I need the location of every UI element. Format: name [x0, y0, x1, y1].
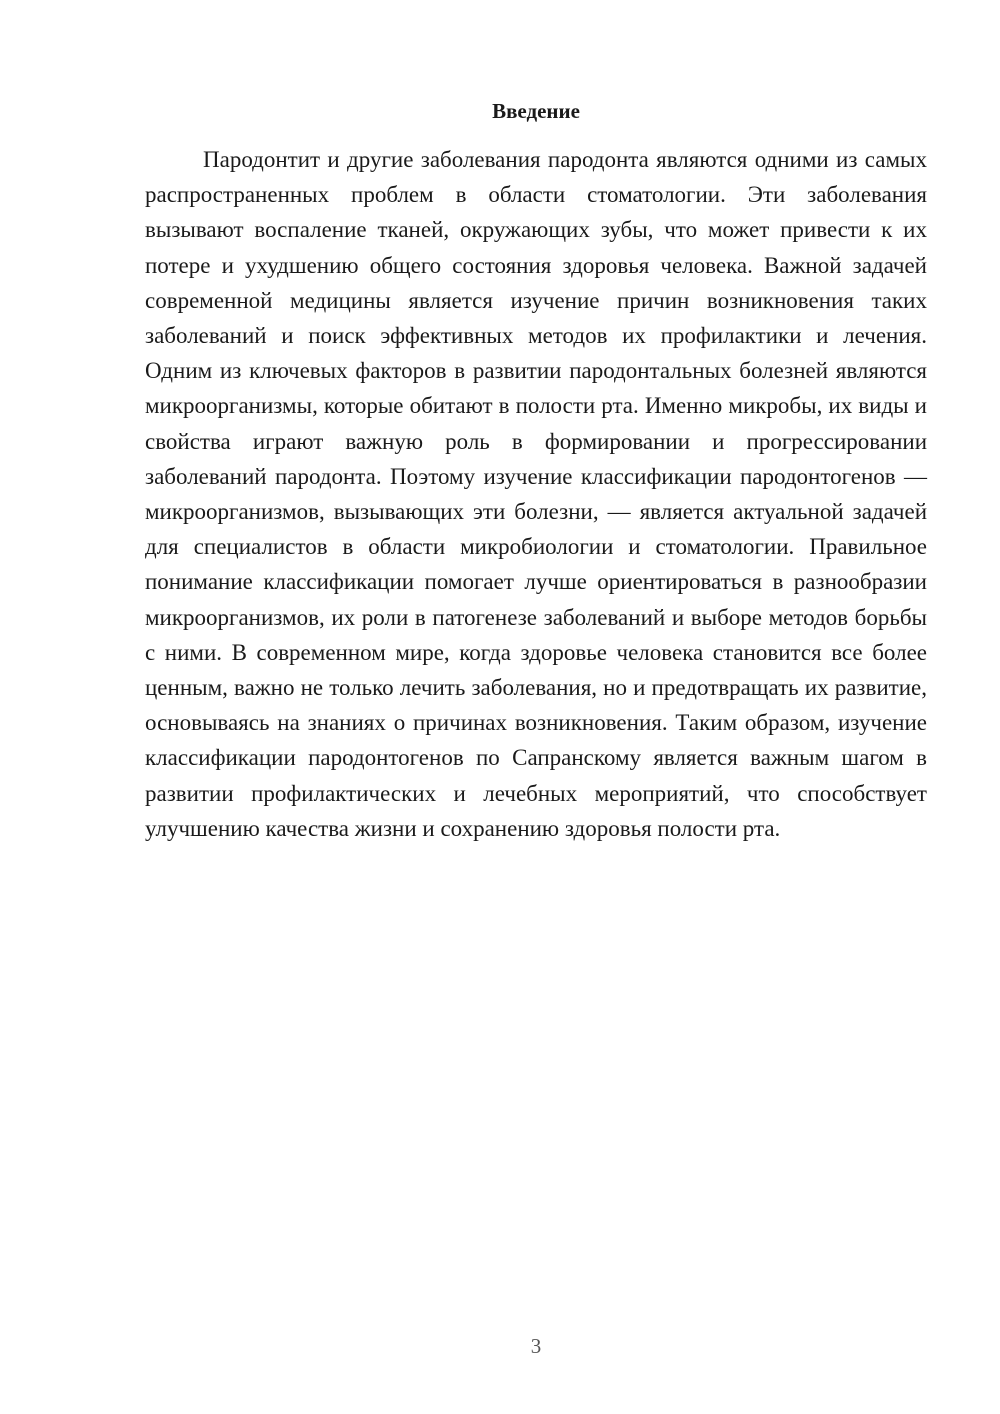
- section-heading: Введение: [492, 99, 580, 123]
- body-paragraph: Пародонтит и другие заболевания пародонта являются одними из самых распространенных проблем в области стоматологии. Эти заболевания вызывают воспаление тканей, окружающих зубы, что может привести к их потере и ухудшению общего состояния здоровья человека. Важной задачей современной медицины является изучение причин возникновения таких заболеваний и поиск эффективных методов их профилактики и лечения. Одним из ключевых факторов в развитии пародонтальных болезней являются микроорганизмы, которые обитают в полости рта. Именно микробы, их виды и свойства играют важную роль в формировании и прогрессировании заболеваний пародонта. Поэтому изучение классификации пародонтогенов — микроорганизмов, вызывающих эти болезни, — является актуальной задачей для специалистов в области микробиологии и стоматологии. Правильное понимание классификации помогает лучше ориентироваться в разнообразии микроорганизмов, их роли в патогенезе заболеваний и выборе методов борьбы с ними. В современном мире, когда здоровье человека становится все более ценным, важно не только лечить заболевания, но и предотвращать их развитие, основываясь на знаниях о причинах возникновения. Таким образом, изучение классификации пародонтогенов по Сапранскому является важным шагом в развитии профилактических и лечебных мероприятий, что способствует улучшению качества жизни и сохранению здоровья полости рта.: [145, 147, 927, 841]
- page-number: 3: [530, 1334, 542, 1358]
